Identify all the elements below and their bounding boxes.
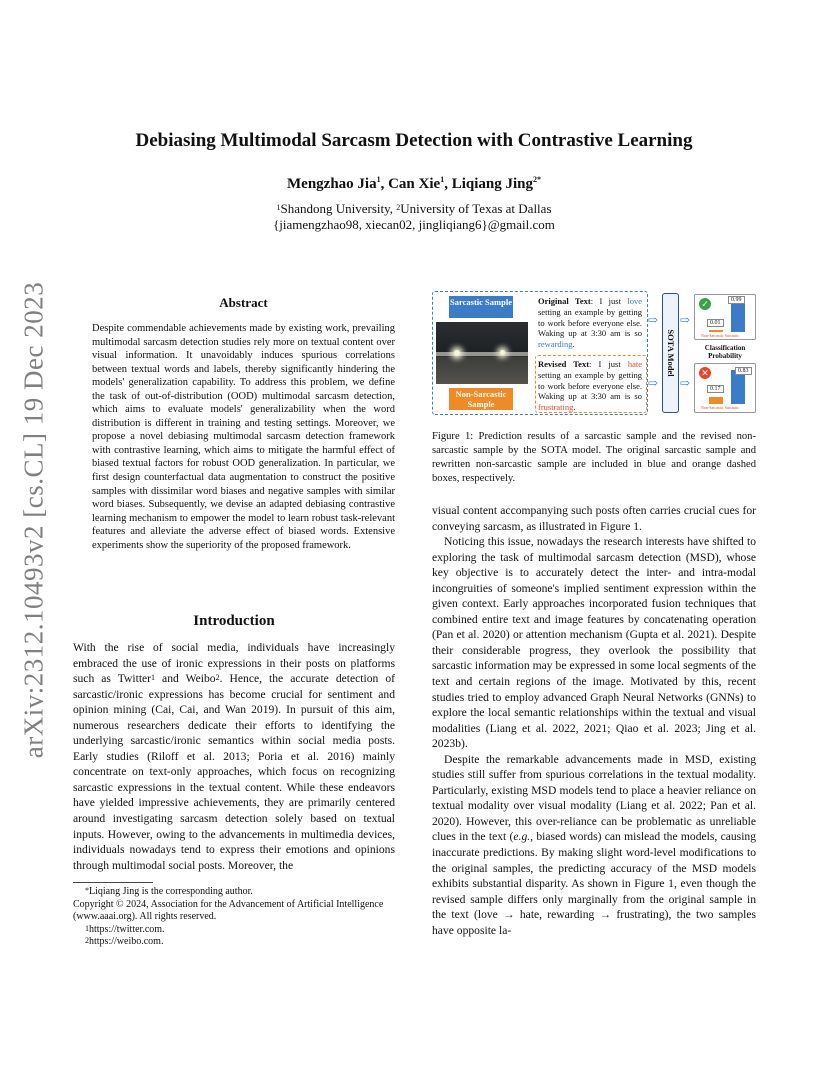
original-text [538, 296, 642, 350]
affil-marker: 2* [532, 175, 541, 184]
affiliation: Shandong University, [280, 201, 397, 216]
prob-value: 0.99 [728, 296, 745, 304]
author-name: Mengzhao Jia [287, 176, 377, 192]
abstract-text: Despite commendable achievements made by existing work, prevailing multimodal sarcasm detection studies rely more on textual content over visual information. It unavoidably induces spurious correlations between textual words and labels, thereby significantly hindering the models' generalization capability. To address this problem, we define the task of out-of-distribution (OOD) multimodal sarcasm detection, which aims to evaluate models' generalizability when the word distribution is different in training and testing settings. Moreover, we propose a novel debiasing multimodal sarcasm detection framework with contrastive learning, which aims to mitigate the harmful effect of biased textual factors for robust OOD generalization. In particular, we first design counterfactual data augmentation to construct the positive samples with dissimilar word biases and negative samples with similar word biases. Subsequently, we devise an adapted debiasing contrastive learning mechanism to empower the model to learn robust task-relevant features and alleviate the adverse effect of biased words. Extensive experiments show the superiority of the proposed framework. [92, 323, 395, 551]
axis-labels: Non-Sarcastic Sarcastic [701, 405, 740, 410]
bar-nonsarcastic [709, 330, 723, 332]
abstract-heading: Abstract [219, 295, 268, 310]
author-name: Can Xie [388, 176, 441, 192]
text-run: setting an example by getting to work before everyone else. Waking up at 3:30 am is so [538, 369, 642, 402]
paragraph [432, 752, 756, 939]
affil-marker: 1 [376, 175, 381, 184]
affiliation: University of Texas at Dallas [400, 201, 552, 216]
bar-sarcastic [731, 370, 745, 404]
author-name: Liqiang Jing [451, 176, 533, 192]
paper-title: Debiasing Multimodal Sarcasm Detection with Contrastive Learning [135, 130, 693, 151]
text-run: e.g. [513, 830, 531, 844]
footnote-marker: 1 [85, 923, 89, 933]
sota-model-label: SOTA Model [665, 329, 676, 377]
text-run: With the rise of social media, individuals have increasingly embraced the use of ironic expressions in their posts on platforms such as Twitter [73, 641, 395, 686]
cross-icon: ✕ [699, 367, 711, 379]
affiliations [0, 201, 828, 233]
sota-model-block [662, 293, 679, 413]
prob-value: 0.83 [735, 367, 752, 375]
separator: , [380, 176, 389, 192]
text-run: , biased words) can mislead the models, causing inaccurate predictions. By making slight word-level modifications to the original samples, the predicting accuracy of the MSD models exhibits substantial disparity. As shown in Figure 1, even though the revised sample differs only marginally from the original sample in the text (love → hate, rewarding → frustrating), the two samples have opposite la- [432, 830, 757, 937]
arrow-icon: ⇨ [680, 313, 691, 327]
paragraph: visual content accompanying such posts often carries crucial cues for conveying sarcasm, as illustrated in Figure 1. [432, 504, 756, 533]
text-run: . Hence, the accurate detection of sarcastic/ironic expressions has become crucial for sentiment and opinion mining (Cai, Cai, and Wan 2019). In pursuit of this aim, numerous researchers dedicate their efforts to identifying the underlying sarcastic/ironic semantics within social media posts. Early studies (Riloff et al. 2013; Poria et al. 2016) mainly concentrate on text-only approaches, which focus on recognizing sarcastic expressions in the textual content. While these endeavors have yielded impressive achievements, they are primarily centered around investigating sarcasm detection solely based on textual inputs. However, owing to the advancements in multimedia devices, individuals nowadays tend to express their emotions and opinions through multimodal social posts. Moreover, the [73, 672, 395, 872]
classification-probability-label: Classification Probability [704, 344, 746, 360]
sarcastic-label: Sarcastic Sample [449, 296, 513, 318]
footnote-link: https://twitter.com. [89, 923, 165, 935]
highlighted-word: rewarding [538, 339, 573, 350]
text-run: . [573, 402, 576, 413]
nonsarcastic-label: Non-Sarcastic Sample [449, 388, 513, 410]
prediction-top [694, 294, 756, 340]
text-run: : I just [590, 296, 628, 306]
arxiv-identifier: arXiv:2312.10493v2 [cs.CL] 19 Dec 2023 [18, 281, 49, 759]
separator: , [444, 176, 452, 192]
sample-image [436, 322, 528, 384]
footnote-marker: 2 [215, 673, 220, 683]
author-list [0, 176, 828, 193]
figure-caption: Figure 1: Prediction results of a sarcastic sample and the revised non-sarcastic sample by the SOTA model. The original sarcastic sample and rewritten non-sarcastic sample are included in blue and orange dashed boxes, respectively. [432, 431, 756, 484]
check-icon: ✓ [699, 298, 711, 310]
paragraph: Noticing this issue, nowadays the research interests have shifted to exploring the task of multimodal sarcasm detection (MSD), whose key objective is to accurately detect the inter- and intra-modal incongruities of someone's implied sentiment expression within the given context. Early approaches incorporated fusion techniques that combined entire text and image features by concatenating operation (Pan et al. 2020) or attention mechanism (Gupta et al. 2021). Despite their considerable progress, they overlook the possibility that sarcastic information may be expressed in some local segments of the text and certain regions of the image. Motivated by this, recent studies tried to employ advanced Graph Neural Networks (GNNs) to explore the local semantic relationships within the textual and visual modalities (Liang et al. 2022, 2021; Qiao et al. 2023; Jing et al. 2023b). [432, 535, 756, 751]
affil-marker: 1 [276, 203, 281, 212]
right-column [432, 503, 756, 938]
text-run: and Weibo [155, 672, 216, 686]
footnotes [73, 886, 395, 949]
revised-text-heading: Revised Text [538, 359, 590, 369]
bar-nonsarcastic [709, 397, 723, 404]
arxiv-sidebar [0, 0, 60, 1072]
footnote-rule [73, 882, 153, 883]
copyright-notice: Copyright © 2024, Association for the Advancement of Artificial Intelligence (www.aaai.org). All rights reserved. [73, 898, 384, 922]
affil-marker: 2 [396, 203, 401, 212]
author-emails: {jiamengzhao98, xiecan02, jingliqiang6}@gmail.com [273, 217, 555, 232]
text-run: . [572, 339, 575, 350]
text-run: setting an example by getting to work before everyone else. Waking up at 3:30 am is so [538, 306, 642, 339]
footnote-marker: 2 [85, 936, 89, 945]
highlighted-word: frustrating [538, 402, 574, 413]
text-run: : I just [589, 359, 628, 369]
figure-1 [432, 291, 756, 415]
highlighted-word: love [627, 296, 642, 306]
footnote-link: https://weibo.com. [89, 936, 164, 947]
axis-labels: Non-Sarcastic Sarcastic [701, 333, 740, 338]
original-text-heading: Original Text [538, 296, 591, 306]
footnote-marker: 1 [151, 673, 156, 683]
arrow-icon: ⇨ [680, 376, 691, 390]
footnote-marker: * [85, 886, 89, 895]
revised-text [538, 359, 642, 413]
arrow-icon: ⇨ [648, 313, 659, 327]
prob-value: 0.01 [707, 319, 724, 327]
arrow-icon: ⇨ [648, 376, 659, 390]
text-run: Despite the remarkable advancements made in MSD, existing studies still suffer from spurious correlations in the textual modality. Particularly, existing MSD models tend to place a heavier reliance on textual modality over visual modality (Liang et al. 2022; Pan et al. 2020). However, this over-reliance can be problematic as unreliable clues in the text ( [432, 752, 756, 844]
introduction-paragraph [73, 640, 395, 873]
prediction-bottom [694, 363, 756, 413]
corresponding-author-note: Liqiang Jing is the corresponding author. [89, 886, 253, 897]
prob-value: 0.17 [707, 385, 724, 393]
affil-marker: 1 [440, 175, 445, 184]
introduction-heading: Introduction [193, 613, 275, 629]
highlighted-word: hate [627, 359, 642, 369]
